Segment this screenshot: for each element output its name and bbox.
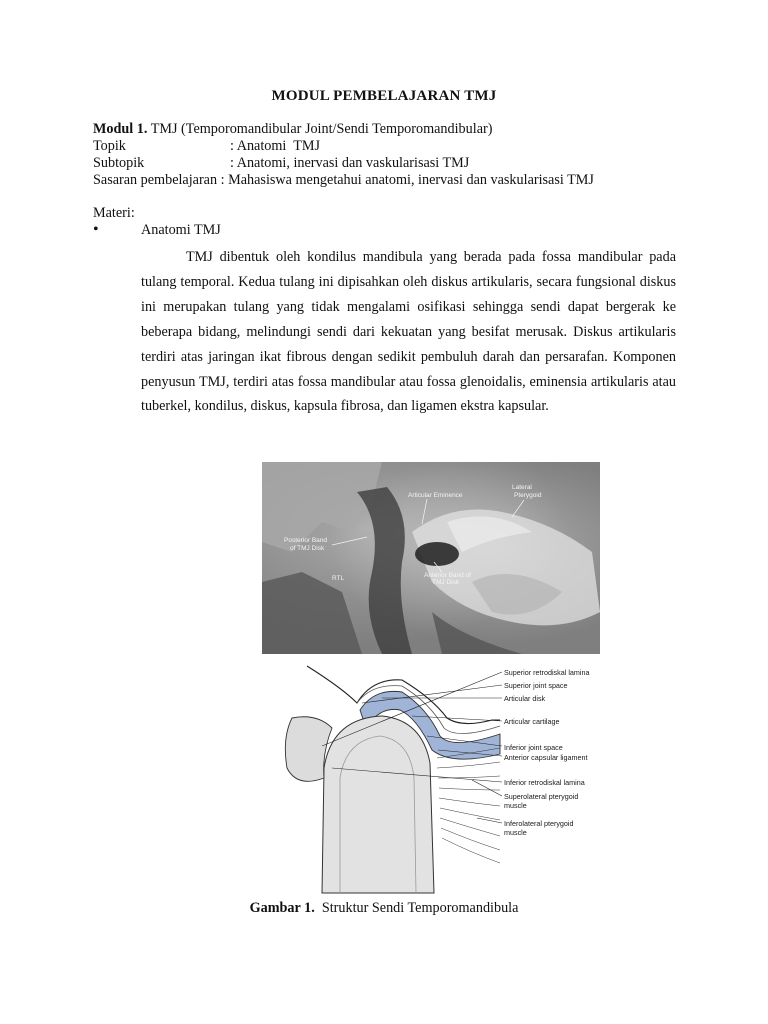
photo-label-pterygoid: Pterygoid — [514, 492, 542, 499]
meta-modul-row — [93, 121, 594, 138]
meta-sasaran-label: Sasaran pembelajaran — [93, 172, 218, 188]
meta-topik-label: Topik — [93, 138, 126, 154]
meta-modul-label: Modul 1. — [93, 121, 148, 137]
meta-sasaran-value: : Mahasiswa mengetahui anatomi, inervasi dan vaskularisasi TMJ — [217, 172, 594, 188]
photo-label-articular-eminence: Articular Eminence — [408, 492, 463, 499]
photo-label-posterior-band: Posterior Band — [284, 537, 327, 544]
photo-label-of-tmj-disk: of TMJ Disk — [290, 545, 325, 552]
photo-label-rtl: RTL — [332, 575, 345, 582]
dissection-photo-image — [262, 462, 600, 654]
label-superior-retrodiskal: Superior retrodiskal lamina — [504, 668, 590, 677]
label-inferior-retrodiskal: Inferior retrodiskal lamina — [504, 778, 585, 787]
figure-caption-text: Struktur Sendi Temporomandibula — [314, 900, 519, 916]
tmj-schematic-diagram — [262, 658, 600, 898]
label-anterior-capsular: Anterior capsular ligament — [504, 753, 588, 762]
bullet-list-item — [93, 222, 221, 239]
materi-label: Materi: — [93, 205, 135, 221]
bullet-item-text: Anatomi TMJ — [141, 222, 221, 238]
page-title: MODUL PEMBELAJARAN TMJ — [271, 88, 497, 104]
meta-modul-value: TMJ (Temporomandibular Joint/Sendi Temporomandibular) — [147, 121, 493, 137]
meta-subtopik-label: Subtopik — [93, 155, 145, 171]
tmj-dissection-photo — [262, 462, 600, 654]
figure-caption-label: Gambar 1. — [249, 900, 315, 916]
module-meta — [93, 121, 594, 189]
meta-subtopik-row — [93, 155, 594, 172]
meta-subtopik-value: : Anatomi, inervasi dan vaskularisasi TMJ — [230, 155, 470, 171]
label-articular-cartilage: Articular cartilage — [504, 717, 560, 726]
label-inferolateral-muscle: muscle — [504, 828, 527, 837]
bullet-icon: • — [93, 221, 99, 238]
photo-label-anterior-band: Anterior Band of — [424, 572, 471, 579]
label-superolateral-muscle: muscle — [504, 801, 527, 810]
meta-topik-row — [93, 138, 594, 155]
figure-caption — [0, 900, 768, 917]
photo-label-lateral: Lateral — [512, 484, 532, 491]
meta-sasaran-row — [93, 172, 594, 189]
label-superolateral: Superolateral pterygoid — [504, 792, 579, 801]
meta-topik-value: : Anatomi TMJ — [230, 138, 320, 154]
photo-label-tmj-disk: TMJ Disk — [432, 579, 460, 586]
label-inferolateral: Inferolateral pterygoid — [504, 819, 574, 828]
label-inferior-joint-space: Inferior joint space — [504, 743, 563, 752]
label-articular-disk: Articular disk — [504, 694, 546, 703]
muscle-fibers — [437, 748, 500, 863]
mandibular-condyle-shape — [322, 716, 434, 893]
tmj-schematic-image — [262, 658, 600, 898]
label-superior-joint-space: Superior joint space — [504, 681, 568, 690]
body-paragraph: TMJ dibentuk oleh kondilus mandibula yang berada pada fossa mandibular pada tulang temporal. Kedua tulang ini dipisahkan oleh diskus artikularis, secara fungsional diskus ini merupakan tulang yang tidak mengalami osifikasi sehingga sendi dapat bergerak ke beberapa bidang, melindungi sendi dari kekuatan yang besifat merusak. Diskus artikularis terdiri atas jaringan ikat fibrous dengan sedikit pembuluh darah dan persarafan. Komponen penyusun TMJ, terdiri atas fossa mandibular atau fossa glenoidalis, eminensia artikularis atau tuberkel, kondilus, diskus, kapsula fibrosa, dan ligamen ekstra kapsular. — [141, 249, 676, 415]
